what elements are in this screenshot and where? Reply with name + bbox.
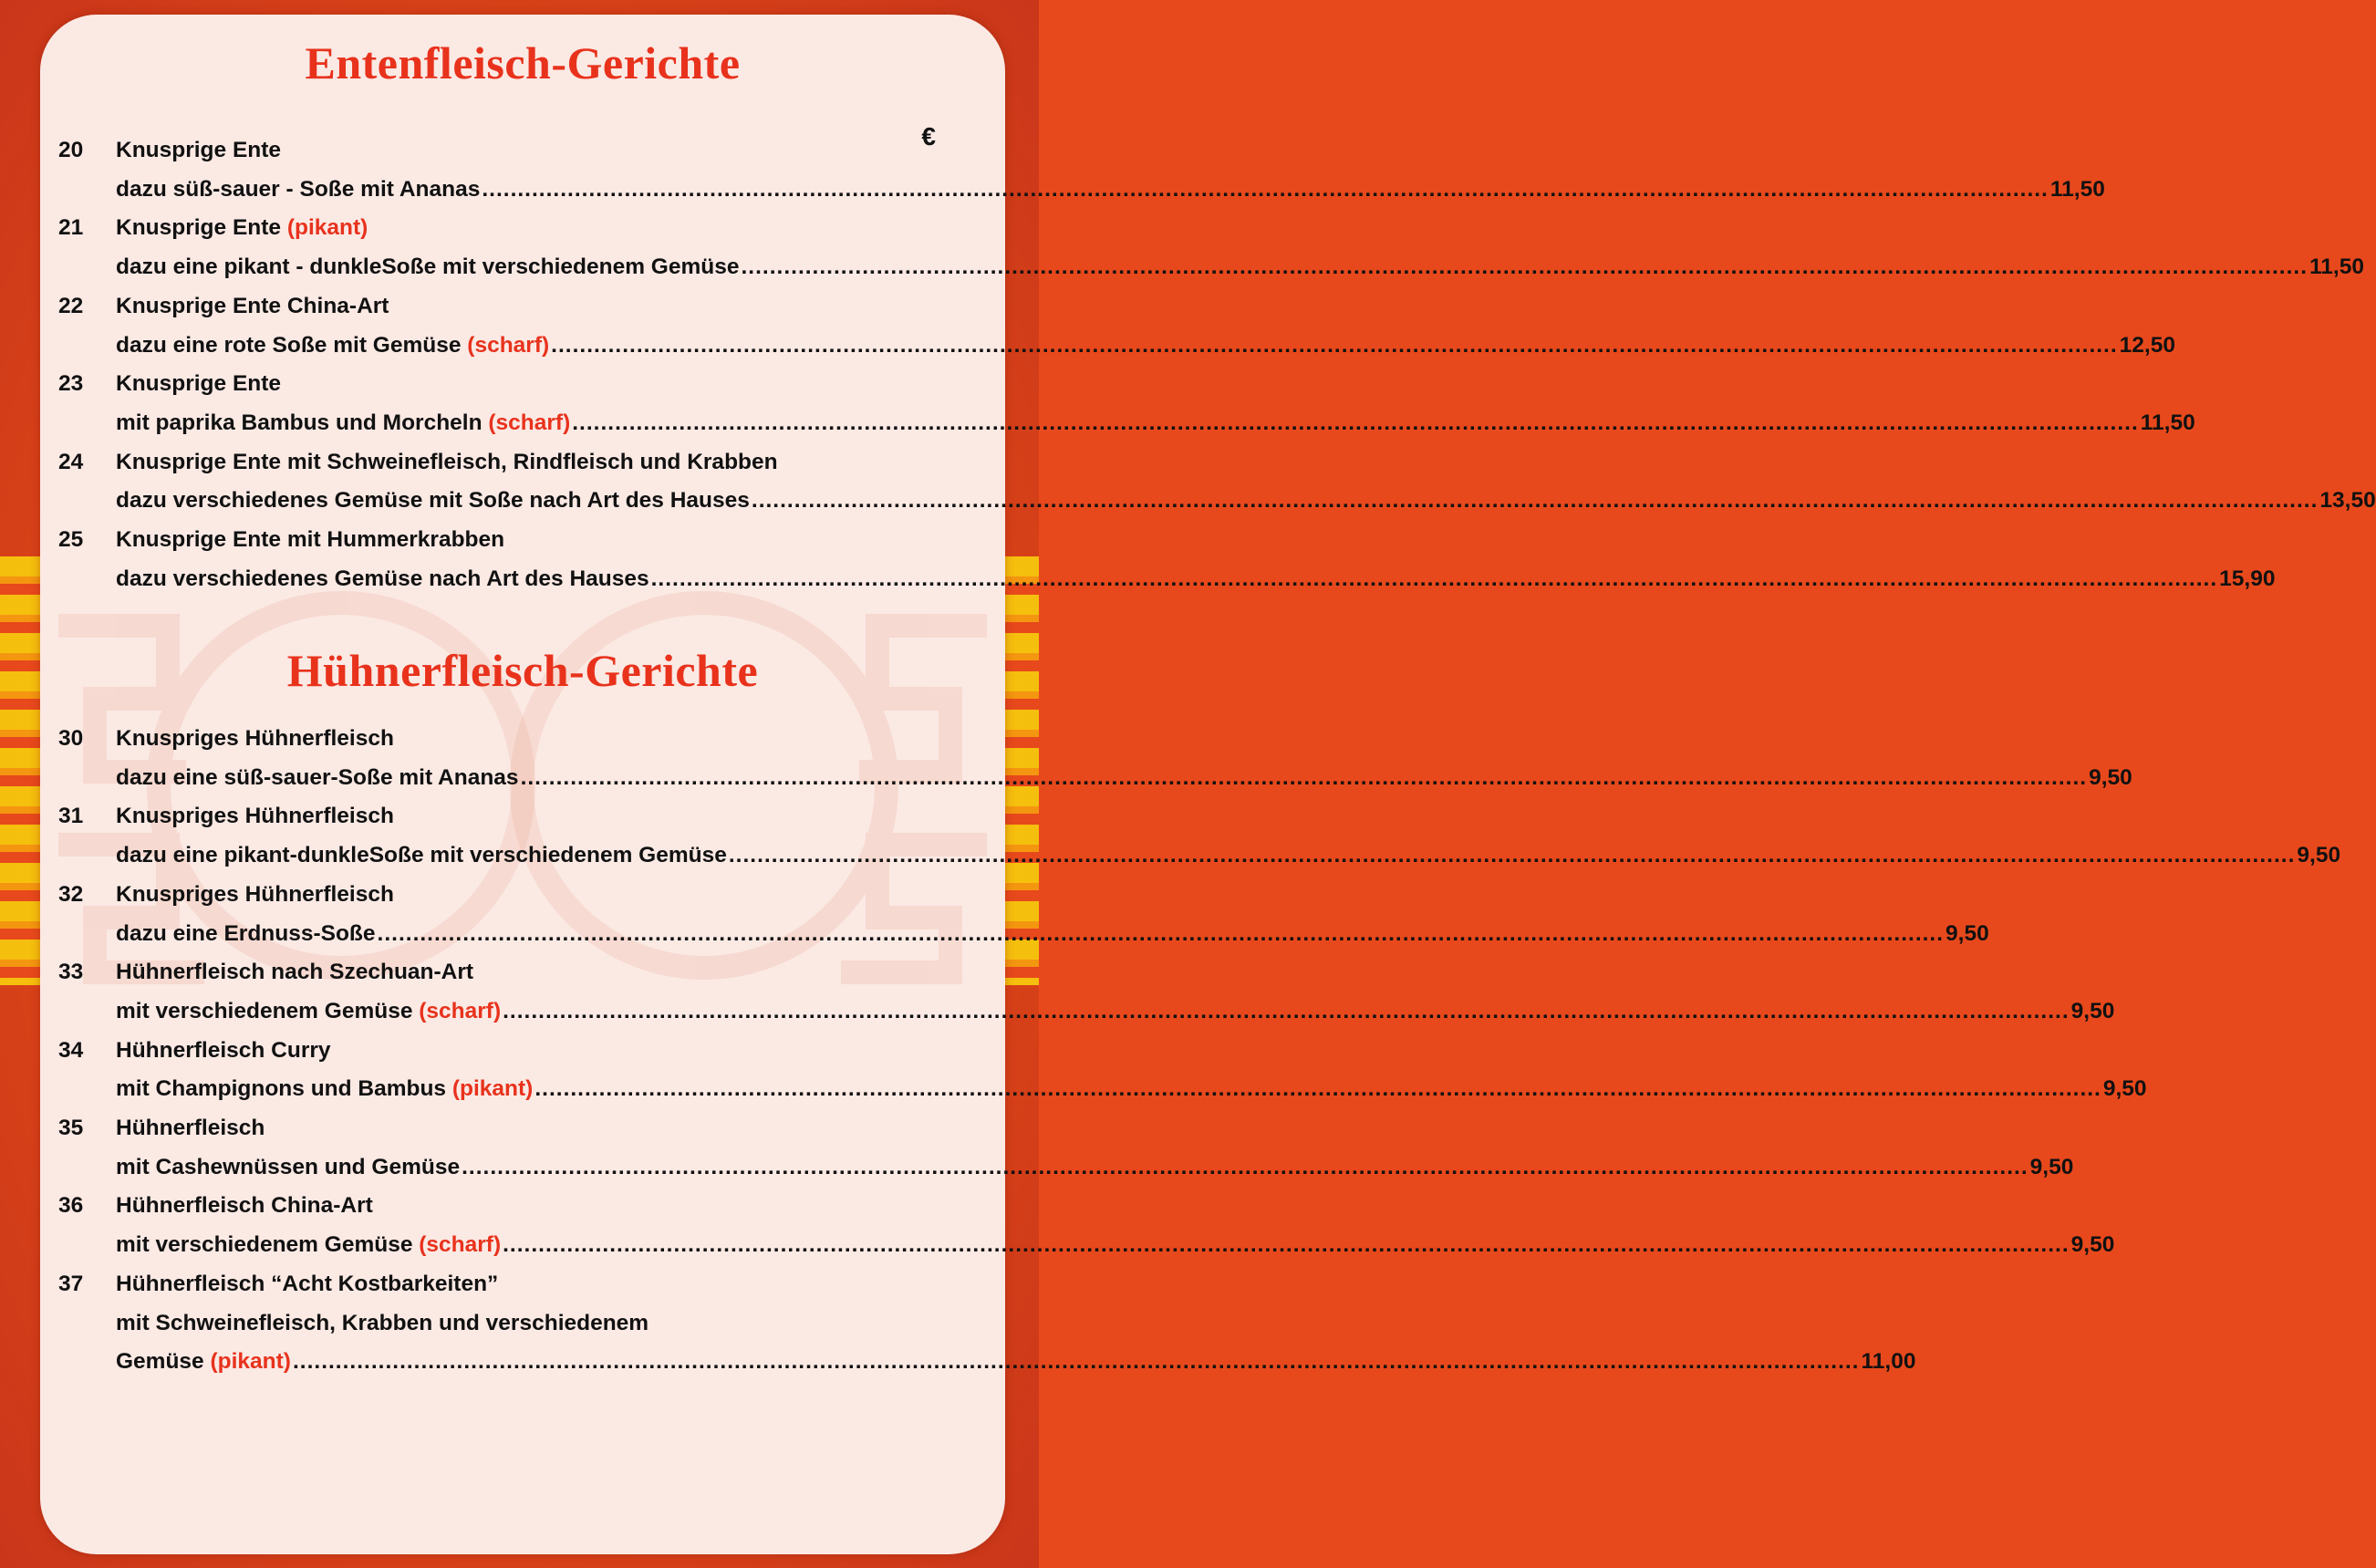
spice-tag: (scharf): [488, 410, 571, 435]
section-title: Hühnerfleisch-Gerichte: [286, 645, 759, 696]
dot-leader: ............................................................................................................................................................................................................................: [751, 488, 2319, 514]
item-name-text: Knusprige Ente mit Hummerkrabben: [116, 527, 505, 552]
item-name-text: Hühnerfleisch nach Szechuan-Art: [116, 960, 474, 985]
menu-item-description-row: [40, 920, 1989, 963]
menu-card: [40, 15, 2376, 1554]
description-main: dazu eine süß-sauer-Soße mit Ananas: [116, 764, 519, 790]
dot-leader: ............................................................................................................................................................................................................................: [741, 254, 2308, 280]
item-price: 11,00: [1861, 1349, 1916, 1375]
item-number: 20: [58, 138, 84, 162]
dot-leader: ............................................................................................................................................................................................................................: [292, 1349, 1860, 1375]
item-price: 9,50: [1945, 920, 1989, 946]
item-name: [116, 1038, 331, 1064]
description-text: [116, 1155, 460, 1180]
item-price: 13,50: [2319, 488, 2376, 514]
description: [116, 1154, 2074, 1180]
description-text: [116, 765, 519, 791]
spice-tag: (scharf): [419, 1232, 502, 1258]
description-main: mit paprika Bambus und Morcheln: [116, 410, 489, 435]
description-main: dazu eine rote Soße mit Gemüse: [116, 332, 468, 358]
item-name-text: Knuspriges Hühnerfleisch: [116, 881, 394, 907]
item-name: [116, 960, 473, 985]
spice-tag: (scharf): [467, 332, 550, 358]
description: [116, 920, 1989, 947]
item-price: 9,50: [2070, 1232, 2115, 1258]
item-name: [116, 215, 368, 241]
item-name: [116, 1193, 373, 1219]
item-name-text: Knusprige Ente: [116, 138, 282, 162]
menu-item-title-row: [40, 138, 1005, 180]
item-name: [116, 138, 281, 163]
menu-item-description-row: [40, 843, 2341, 885]
description-main: mit verschiedenem Gemüse: [116, 1232, 420, 1258]
item-price: 9,50: [2089, 764, 2132, 790]
spice-tag: (pikant): [210, 1349, 291, 1375]
description: [116, 488, 2376, 514]
item-price: 9,50: [2070, 998, 2115, 1023]
spice-tag: (pikant): [286, 215, 368, 241]
description: [116, 1311, 952, 1336]
item-name: [116, 527, 504, 553]
description: [116, 566, 2276, 592]
description: [116, 843, 2341, 868]
item-name-text: Knuspriges Hühnerfleisch: [116, 726, 394, 751]
description-main: dazu eine pikant-dunkleSoße mit verschiedenem Gemüse: [116, 843, 727, 868]
item-number: 36: [58, 1193, 84, 1219]
item-number: 34: [58, 1037, 84, 1063]
item-name: [116, 450, 778, 475]
menu-item-title-row: [40, 960, 1005, 1002]
menu-item-description-row: [40, 566, 2276, 608]
description: [116, 176, 2105, 202]
description-main: dazu verschiedenes Gemüse mit Soße nach Art des Hauses: [116, 488, 750, 514]
item-name: [116, 371, 281, 397]
menu-item-description-row: [40, 764, 2132, 807]
description-main: dazu eine pikant - dunkleSoße mit verschiedenem Gemüse: [116, 254, 740, 280]
dot-leader: ............................................................................................................................................................................................................................: [650, 566, 2218, 591]
item-name: [116, 1272, 498, 1297]
spice-tag: (pikant): [451, 1076, 534, 1102]
item-price: 12,50: [2119, 332, 2175, 358]
description-text: [116, 1311, 648, 1336]
section-title: Entenfleisch-Gerichte: [305, 37, 741, 88]
currency-symbol: €: [921, 122, 936, 151]
spice-tag: (scharf): [419, 998, 502, 1023]
dot-leader: ............................................................................................................................................................................................................................: [728, 843, 2296, 868]
item-price: 9,50: [2029, 1154, 2074, 1179]
dot-leader: ............................................................................................................................................................................................................................: [572, 410, 2139, 435]
menu-item-title-row: [40, 1193, 1005, 1235]
item-number: 30: [58, 726, 84, 751]
description-text: [116, 1076, 533, 1102]
menu-item-title-row: [40, 527, 1005, 569]
item-name-text: Knusprige Ente China-Art: [116, 293, 389, 318]
item-price: 9,50: [2102, 1076, 2147, 1102]
description-text: [116, 333, 549, 358]
description-text: [116, 1232, 501, 1258]
item-number: 24: [58, 449, 84, 474]
menu-item-description-row: [40, 1154, 2074, 1197]
menu-item-title-row: [40, 215, 1005, 257]
menu-item-description-row: [40, 998, 2115, 1041]
item-number: 31: [58, 804, 84, 829]
description: [116, 254, 2364, 280]
menu-item-title-row: [40, 450, 1005, 492]
description-main: mit Cashewnüssen und Gemüse: [116, 1154, 461, 1179]
description-text: [116, 999, 501, 1024]
menu-item-title-row: [40, 726, 1005, 768]
menu-item-description-row: [40, 1232, 2115, 1274]
description-main: dazu süß-sauer - Soße mit Ananas: [116, 176, 481, 202]
item-name: [116, 726, 394, 752]
menu-item-description-row: [40, 410, 2195, 452]
dot-leader: ............................................................................................................................................................................................................................: [503, 1232, 2070, 1258]
menu-item-title-row: [40, 294, 1005, 336]
menu-item-title-row: [40, 1038, 1005, 1080]
menu-item-description-row: [40, 176, 2105, 219]
item-number: 32: [58, 881, 84, 907]
item-name: [116, 882, 394, 908]
menu-item-description-row: [40, 488, 2376, 530]
item-name: [116, 1116, 265, 1141]
item-name-text: Hühnerfleisch Curry: [116, 1037, 331, 1063]
description: [116, 410, 2195, 436]
item-price: 9,50: [2297, 843, 2341, 868]
menu-item-title-row: [40, 371, 1005, 413]
item-price: 11,50: [2049, 176, 2105, 202]
dot-leader: ............................................................................................................................................................................................................................: [551, 332, 2118, 358]
item-number: 35: [58, 1116, 84, 1140]
item-price: 11,50: [2140, 410, 2195, 435]
description-text: [116, 410, 570, 436]
item-name-text: Knusprige Ente: [116, 371, 282, 397]
item-number: 25: [58, 527, 84, 552]
description-text: [116, 566, 649, 592]
item-name-text: Hühnerfleisch: [116, 1116, 265, 1140]
menu-item-description-row: [40, 332, 2175, 375]
menu-item-title-row: [40, 882, 1005, 924]
menu-item-title-row: [40, 1272, 1005, 1314]
menu-item-title-row: [40, 804, 1005, 846]
item-number: 33: [58, 960, 84, 985]
menu-item-title-row: [40, 1116, 1005, 1158]
description-main: dazu verschiedenes Gemüse nach Art des Hauses: [116, 566, 649, 591]
dot-leader: ............................................................................................................................................................................................................................: [503, 998, 2070, 1023]
description-text: [116, 488, 750, 514]
item-name: [116, 294, 389, 319]
menu-item-description-row: [40, 254, 2364, 296]
item-price: 11,50: [2309, 254, 2364, 280]
item-name-text: Hühnerfleisch China-Art: [116, 1193, 373, 1219]
item-number: 22: [58, 293, 84, 318]
description-main: mit Champignons und Bambus: [116, 1076, 452, 1102]
description-main: Gemüse: [116, 1349, 211, 1375]
description: [116, 332, 2175, 358]
item-number: 37: [58, 1271, 84, 1296]
dot-leader: ............................................................................................................................................................................................................................: [377, 920, 1945, 946]
dot-leader: ............................................................................................................................................................................................................................: [520, 764, 2088, 790]
menu-item-description-row: [40, 1311, 1005, 1353]
item-name: [116, 804, 394, 829]
description-text: [116, 254, 739, 280]
description: [116, 764, 2132, 791]
item-name-text: Knuspriges Hühnerfleisch: [116, 804, 394, 829]
dot-leader: ............................................................................................................................................................................................................................: [482, 176, 2049, 202]
description-main: mit Schweinefleisch, Krabben und verschiedenem: [116, 1310, 649, 1335]
description-text: [116, 921, 376, 947]
item-name-text: Knusprige Ente: [116, 215, 287, 241]
item-name-text: Hühnerfleisch “Acht Kostbarkeiten”: [116, 1271, 499, 1296]
description-text: [116, 1349, 291, 1375]
description: [116, 1232, 2115, 1258]
description-main: mit verschiedenem Gemüse: [116, 998, 420, 1023]
menu-item-description-row: [40, 1076, 2147, 1118]
item-number: 23: [58, 371, 84, 397]
dot-leader: ............................................................................................................................................................................................................................: [534, 1076, 2101, 1102]
description: [116, 1076, 2147, 1102]
item-price: 15,90: [2219, 566, 2276, 591]
item-name-text: Knusprige Ente mit Schweinefleisch, Rindfleisch und Krabben: [116, 449, 778, 474]
description: [116, 1349, 1916, 1375]
menu-item-description-row: [40, 1349, 1916, 1391]
description: [116, 998, 2115, 1024]
description-text: [116, 177, 480, 202]
item-number: 21: [58, 215, 84, 241]
description-text: [116, 843, 727, 868]
description-main: dazu eine Erdnuss-Soße: [116, 920, 376, 946]
dot-leader: ............................................................................................................................................................................................................................: [462, 1154, 2028, 1179]
